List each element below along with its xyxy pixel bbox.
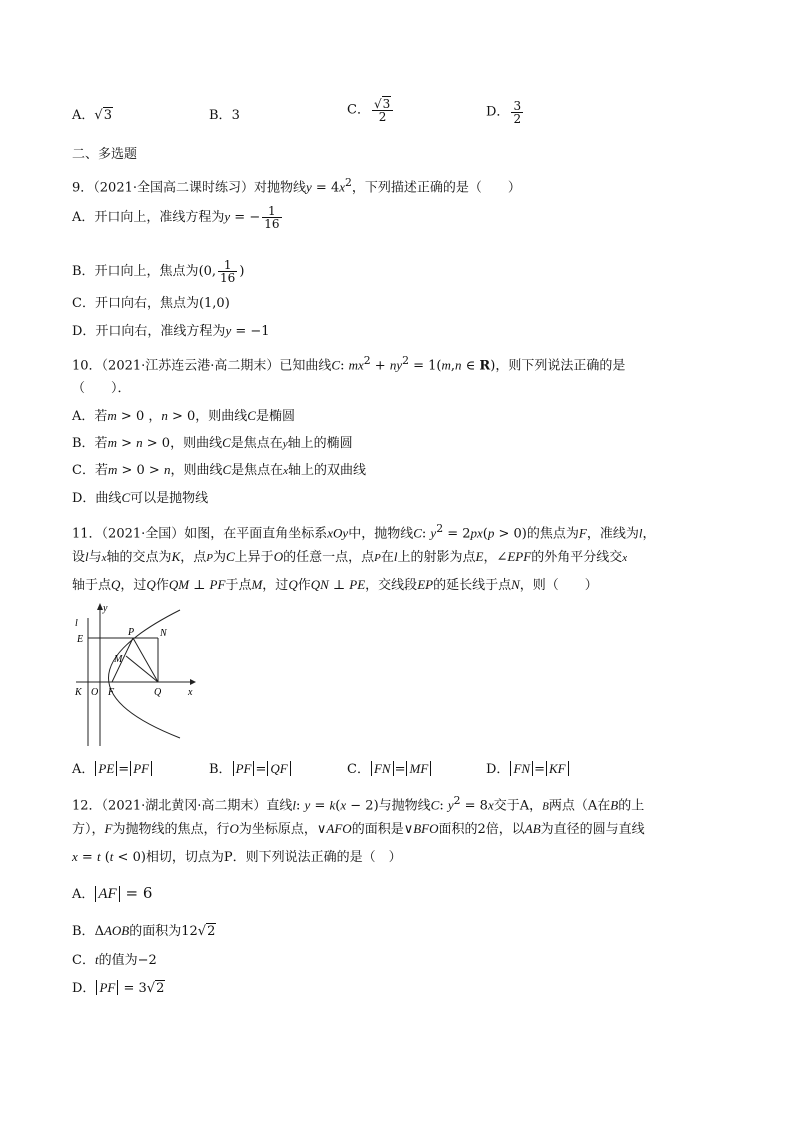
segment-PQ [133, 638, 158, 682]
q9-option-a: A．开口向上，准线方程为y = − $\frac{1}{16}$ [72, 204, 280, 231]
q10-option-b: B．若m > n > 0，则曲线C是焦点在y轴上的椭圆 [72, 435, 353, 451]
q12-option-b: B．ΔAOB的面积为12√2 [72, 923, 216, 939]
q12-option-c: C．t的值为−2 [72, 952, 157, 968]
q12-option-a: A． AF = 6 [72, 884, 153, 902]
q12-stem-line1: 12．（2021·湖北黄冈·高二期末）直线l: y = k(x − 2)与抛物线C: $y^2 = 8x$交于A，B两点（A在B的上 [72, 794, 645, 814]
label-E: E [77, 634, 84, 645]
q11-option-a: A． PE = PF [72, 760, 153, 779]
q10-option-a: A．若m > 0 ，n > 0，则曲线C是椭圆 [72, 408, 295, 424]
q9-option-b: B．开口向上，焦点为(0, $\frac{1}{16}$ ) [72, 258, 245, 285]
q10-option-c: C．若m > 0 > n，则曲线C是焦点在x轴上的双曲线 [72, 462, 367, 478]
q11-stem-line1: 11．（2021·全国）如图，在平面直角坐标系xOy中，抛物线C: $y^2 = 2px(p > 0)$的焦点为F，准线为l， [72, 522, 656, 542]
q8-option-d: D． $\frac{3}{2}$ [486, 99, 522, 126]
segment-MQ [126, 656, 158, 682]
q9-stem: 9．（2021·全国高二课时练习）对抛物线$y = 4x^2$，下列描述正确的是（ ） [72, 176, 521, 196]
label-Q: Q [154, 687, 162, 698]
label-M: M [114, 654, 123, 665]
q12-option-d: D． PF = 3√2 [72, 980, 165, 996]
label-N: N [160, 628, 167, 639]
q9-option-c: C．开口向右，焦点为(1,0) [72, 296, 230, 311]
q10-stem-line2: （ ）． [72, 381, 131, 396]
label-K: K [75, 687, 82, 698]
section-title: 二、多选题 [72, 147, 138, 162]
q11-option-b: B． PF = QF [209, 760, 292, 779]
q12-stem-line2: 方），F为抛物线的焦点，行O为坐标原点，∨AFO的面积是∨BFO面积的2倍，以AB为直径的圆与直线 [72, 821, 645, 837]
label-P: P [128, 627, 135, 638]
q8-option-b: B．3 [209, 108, 240, 123]
q11-figure [72, 600, 197, 748]
label-x: x [188, 687, 193, 698]
q10-option-d: D．曲线C可以是抛物线 [72, 490, 209, 506]
q11-option-d: D． FN = KF [486, 760, 570, 779]
q8-option-c: C． $\frac{√3}{2}$ [347, 98, 395, 123]
parabola-curve [109, 610, 181, 738]
label-y: y [103, 603, 108, 614]
q11-stem-line3: 轴于点Q，过Q作QM ⊥ PF于点M，过Q作QN ⊥ PE，交线段EP的延长线于点N，则（ ） [72, 577, 598, 593]
q11-stem-line2: 设l与x轴的交点为K，点P为C上异于O的任意一点，点P在l上的射影为点E，∠EPF的外角平分线交x [72, 549, 628, 565]
x-axis-arrow [190, 679, 196, 685]
label-O: O [91, 687, 99, 698]
q8-option-a: A．√3 [72, 108, 112, 123]
q12-stem-line3: x = t (t < 0)相切，切点为P．则下列说法正确的是（ ） [72, 849, 402, 865]
q11-option-c: C． FN = MF [347, 760, 432, 779]
q10-stem: 10．（2021·江苏连云港·高二期末）已知曲线C: $mx^2 + ny^2 = 1(m,n$ ∈ R)，则下列说法正确的是 [72, 354, 626, 374]
label-l: l [75, 618, 78, 629]
q9-option-d: D．开口向右，准线方程为y = −1 [72, 323, 270, 339]
label-F: F [108, 687, 115, 698]
